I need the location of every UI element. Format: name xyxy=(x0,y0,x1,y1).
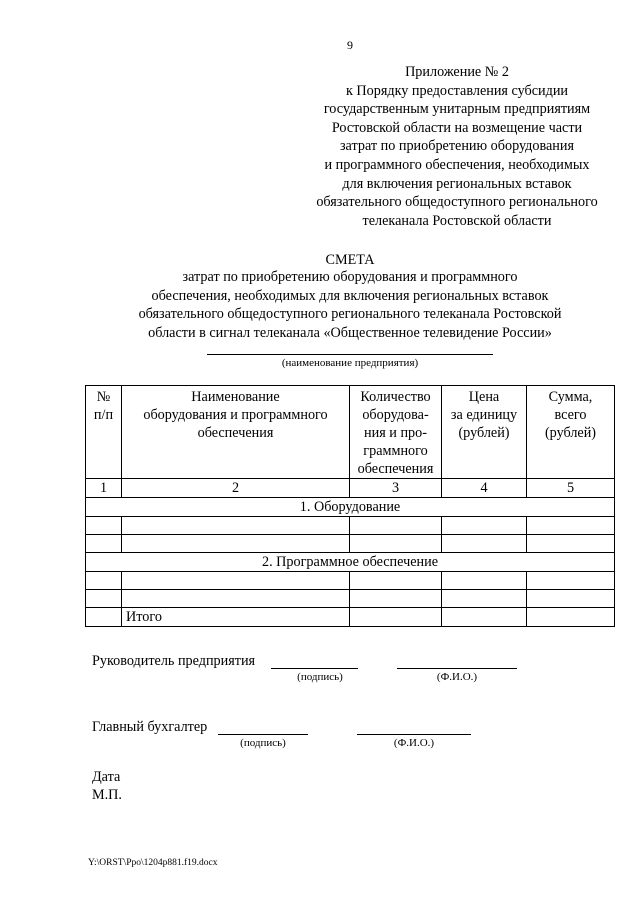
total-row xyxy=(86,608,615,627)
appendix-line: телеканала Ростовской области xyxy=(362,212,552,229)
director-label: Руководитель предприятия xyxy=(92,653,256,669)
date-label: Дата xyxy=(92,769,121,785)
section-title: 2. Программное обеспечение xyxy=(86,553,615,572)
header-cell-name: Наименование оборудования и программного обеспечения xyxy=(122,386,350,479)
appendix-line: Ростовской области на возмещение части xyxy=(331,119,583,136)
column-number: 4 xyxy=(442,479,527,498)
file-path: Y:\ORST\Ppo\1204p881.f19.docx xyxy=(88,858,218,868)
accountant-label: Главный бухгалтер xyxy=(92,719,208,735)
total-label: Итого xyxy=(122,608,350,627)
column-number: 3 xyxy=(350,479,442,498)
header-cell-quantity: Количество оборудова- ния и про- граммного обеспечения xyxy=(350,386,442,479)
appendix-line: затрат по приобретению оборудования xyxy=(339,138,575,155)
enterprise-name-field[interactable] xyxy=(207,354,493,355)
table-row xyxy=(86,590,615,608)
header-cell-number: № п/п xyxy=(86,386,122,479)
section-row-software xyxy=(86,553,615,572)
page-number: 9 xyxy=(347,38,353,52)
enterprise-name-caption: (наименование предприятия) xyxy=(281,357,419,369)
estimate-table xyxy=(85,385,615,627)
document-title: СМЕТА xyxy=(325,252,375,268)
subtitle-line: обязательного общедоступного регионального телеканала Ростовской xyxy=(138,306,562,323)
appendix-heading xyxy=(300,63,614,230)
document-subtitle xyxy=(60,268,640,342)
director-signature-caption: (подпись) xyxy=(297,671,343,683)
column-number: 1 xyxy=(86,479,122,498)
column-number: 5 xyxy=(527,479,615,498)
column-number: 2 xyxy=(122,479,350,498)
subtitle-line: области в сигнал телеканала «Общественное телевидение России» xyxy=(148,324,552,341)
accountant-signature-caption: (подпись) xyxy=(240,737,286,749)
director-name-field[interactable] xyxy=(397,668,517,669)
column-number-row xyxy=(86,479,615,498)
section-row-equipment xyxy=(86,498,615,517)
appendix-line: Приложение № 2 xyxy=(405,64,509,80)
director-name-caption: (Ф.И.О.) xyxy=(436,671,478,683)
accountant-name-field[interactable] xyxy=(357,734,471,735)
accountant-name-caption: (Ф.И.О.) xyxy=(393,737,435,749)
appendix-line: к Порядку предоставления субсидии xyxy=(345,82,569,99)
section-title: 1. Оборудование xyxy=(86,498,615,517)
header-cell-sum: Сумма, всего (рублей) xyxy=(527,386,615,479)
table-row xyxy=(86,535,615,553)
appendix-line: для включения региональных вставок xyxy=(342,175,572,192)
stamp-label: М.П. xyxy=(92,787,122,803)
header-cell-price: Цена за единицу (рублей) xyxy=(442,386,527,479)
appendix-line: государственным унитарным предприятиям xyxy=(323,101,591,118)
subtitle-line: затрат по приобретению оборудования и программного xyxy=(182,269,518,285)
table-row xyxy=(86,572,615,590)
director-signature-field[interactable] xyxy=(271,668,358,669)
table-row xyxy=(86,517,615,535)
accountant-signature-field[interactable] xyxy=(218,734,308,735)
appendix-line: и программного обеспечения, необходимых xyxy=(324,156,590,173)
subtitle-line: обеспечения, необходимых для включения региональных вставок xyxy=(151,287,549,304)
appendix-line: обязательного общедоступного регионального xyxy=(316,194,598,211)
table-header-row xyxy=(86,386,615,479)
